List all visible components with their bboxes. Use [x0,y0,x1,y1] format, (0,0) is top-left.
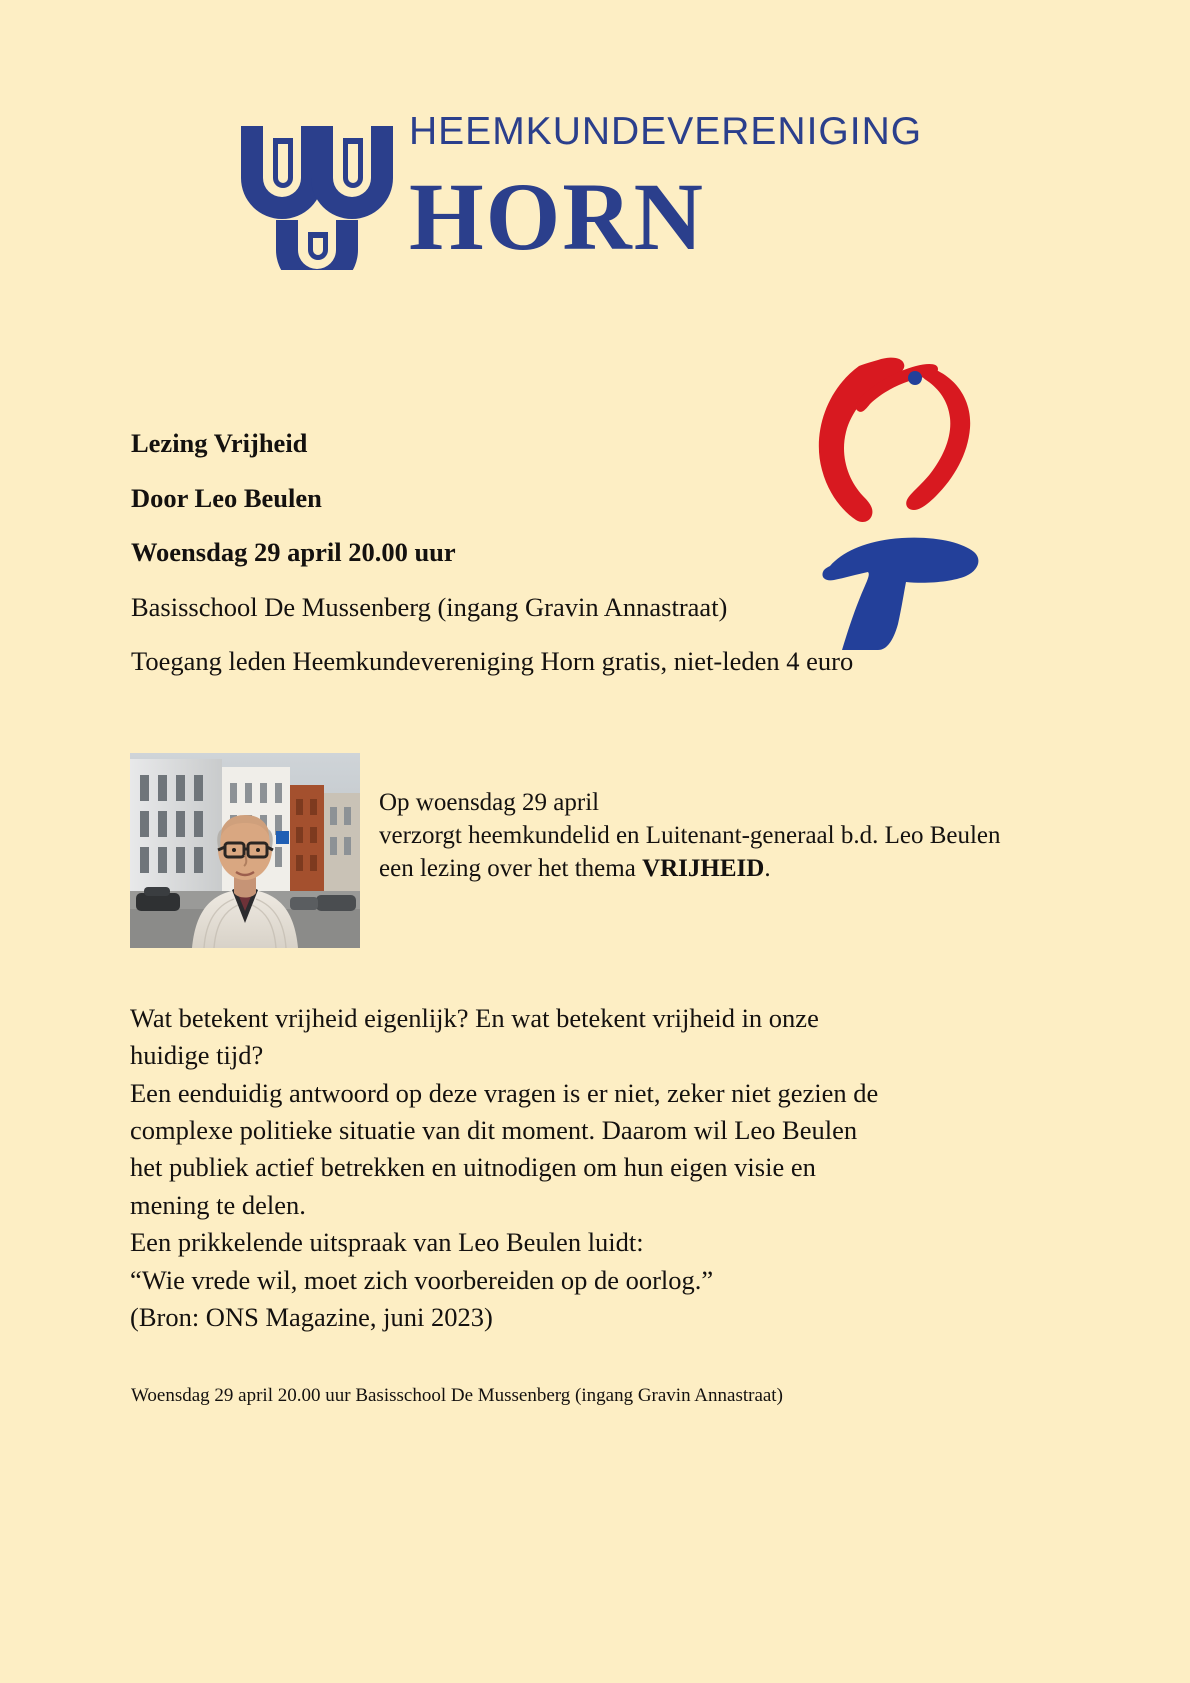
intro-line-4 [379,855,771,882]
body-line-4: complexe politieke situatie van dit moment. Daarom wil Leo Beulen [130,1115,858,1146]
speaker-intro-text [379,786,1019,885]
event-line-speaker: Door Leo Beulen [131,482,322,513]
intro-line-3: Leo Beulen [884,822,1001,849]
event-details [131,430,1011,675]
footer-event-summary: Woensdag 29 april 20.00 uur Basisschool De Mussenberg (ingang Gravin Annastraat) [131,1385,783,1406]
event-line-title: Lezing Vrijheid [131,428,308,458]
body-line-6: mening te delen. [130,1189,306,1220]
three-horns-shield-mark-icon [237,120,397,270]
body-paragraph [130,1000,990,1336]
body-copy [130,1000,990,1336]
intro-line-1: Op woensdag 29 april [379,789,600,816]
logo-line-heemkundevereniging: HEEMKUNDEVERENIGING [409,110,923,153]
body-line-2: huidige tijd? [130,1040,264,1071]
organization-logo [237,112,937,287]
event-line-venue: Basisschool De Mussenberg (ingang Gravin Annastraat) [131,591,728,622]
intro-line-4-suffix: . [764,855,771,882]
logo-wordmark [409,110,929,270]
body-line-1: Wat betekent vrijheid eigenlijk? En wat betekent vrijheid in onze [130,1003,819,1033]
body-line-5: het publiek actief betrekken en uitnodigen om hun eigen visie en [130,1152,816,1183]
body-line-3: Een eenduidig antwoord op deze vragen is er niet, zeker niet gezien de [130,1077,879,1108]
body-source: (Bron: ONS Magazine, juni 2023) [130,1301,493,1332]
event-line-datetime: Woensdag 29 april 20.00 uur [131,537,456,567]
logo-line-horn: HORN [409,163,705,270]
intro-line-4-prefix: een lezing over het thema [379,855,643,882]
intro-line-2: verzorgt heemkundelid en Luitenant-generaal b.d. [379,822,879,849]
body-quote: “Wie vrede wil, moet zich voorbereiden op de oorlog.” [130,1264,714,1295]
body-line-7: Een prikkelende uitspraak van Leo Beulen luidt: [130,1227,644,1258]
intro-theme-vrijheid: VRIJHEID [642,855,765,882]
event-line-admission: Toegang leden Heemkundevereniging Horn gratis, niet-leden 4 euro [131,646,854,676]
leo-beulen-portrait [130,753,360,948]
